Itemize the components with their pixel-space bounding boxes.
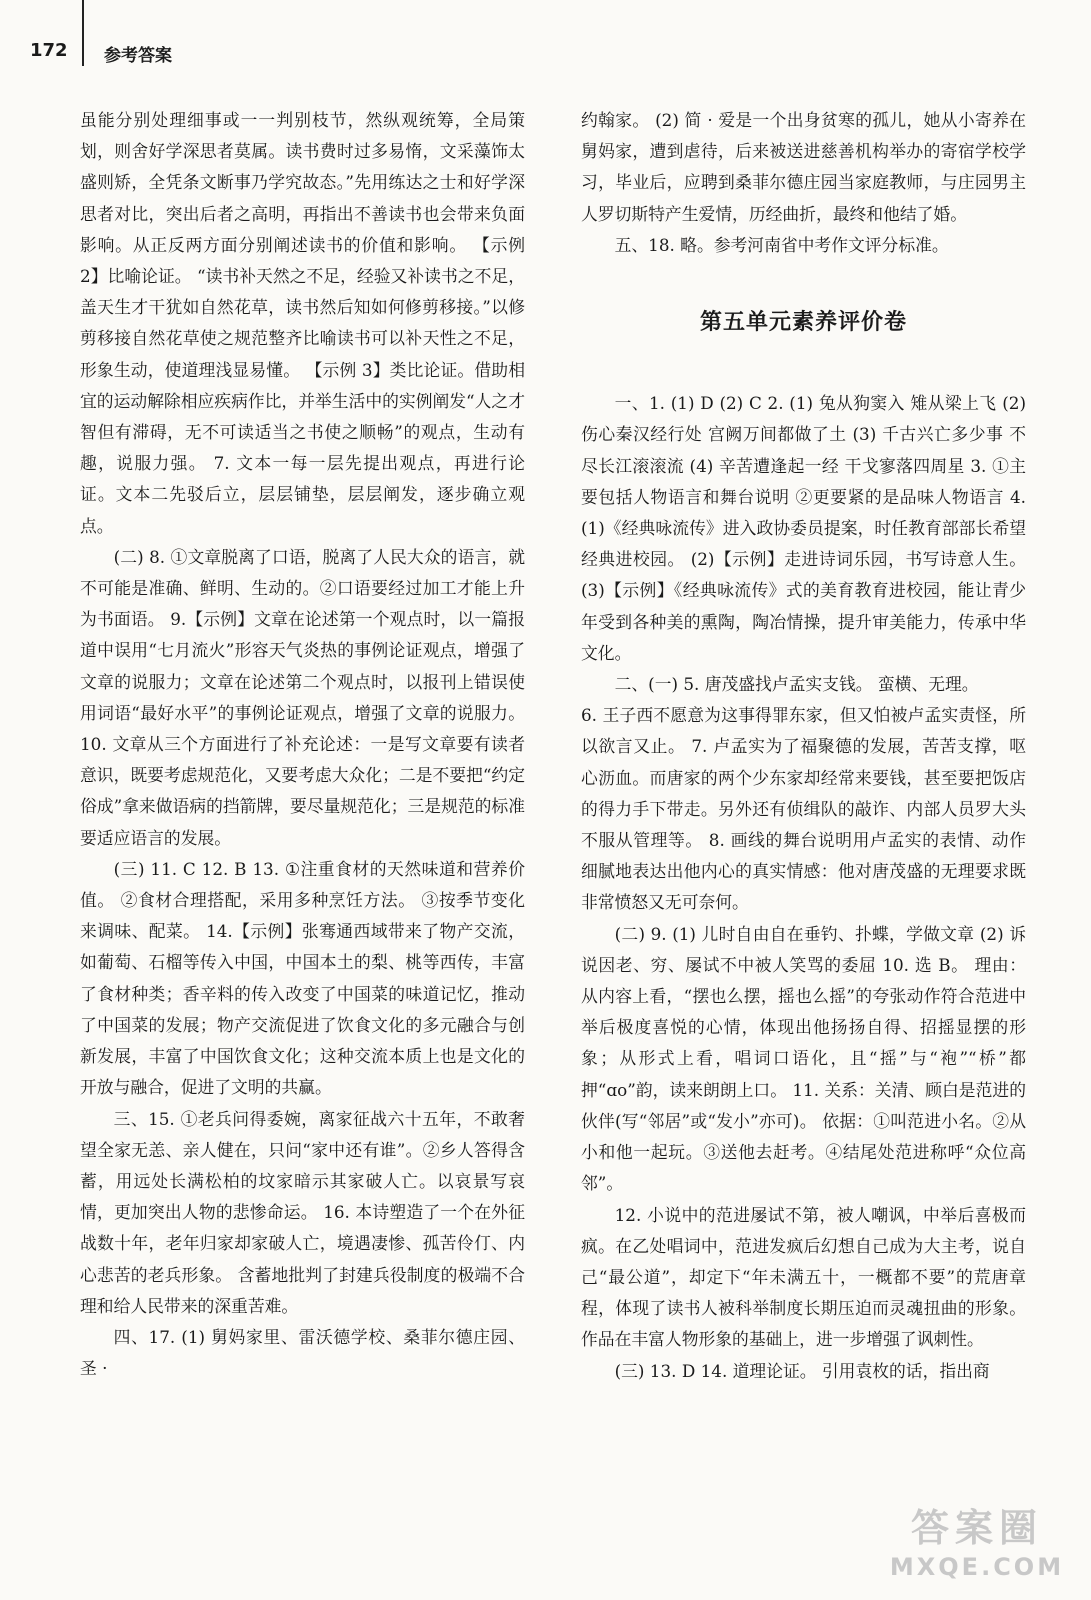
right-column-bottom: [581, 388, 1026, 1387]
answer-paragraph: (二) 9. (1) 儿时自由自在垂钓、扑蝶，学做文章 (2) 诉说因老、穷、屡试不中被人笑骂的委屈 10. 选 B。 理由：从内容上看，“摆也么摆，摇也么摇”的夸张动作符合范进中举后极度喜悦的心情，体现出他扬扬自得、招摇显摆的形象；从形式上看，唱词口语化，且“摇”与“袍”“桥”都押“ɑo”韵，读来朗朗上口。 11. 关系：关清、顾白是范进的伙伴(写“邻居”或“发小”亦可)。 依据：①叫范进小名。②从小和他一起玩。③送他去赶考。④结尾处范进称呼“众位高邻”。: [581, 923, 1026, 1194]
page-number: 172: [30, 40, 68, 61]
running-title: 参考答案: [104, 46, 172, 66]
answer-paragraph: (二) 8. ①文章脱离了口语，脱离了人民大众的语言，就不可能是准确、鲜明、生动的。②口语要经过加工才能上升为书面语。 9.【示例】文章在论述第一个观点时，以一篇报道中误用“七月流火”形容天气炎热的事例论证观点，增强了文章的说服力；文章在论述第二个观点时，以报刊上错误使用词语“最好水平”的事例论证观点，增强了文章的说服力。 10. 文章从三个方面进行了补充论述：一是写文章要有读者意识，既要考虑规范化，又要考虑大众化；二是不要把“约定俗成”拿来做语病的挡箭牌，要尽量规范化；三是规范的标准要适应语言的发展。: [80, 546, 525, 848]
answer-paragraph: 6. 王子西不愿意为这事得罪东家，但又怕被卢孟实责怪，所以欲言又止。 7. 卢孟实为了福聚德的发展，苦苦支撑，呕心沥血。而唐家的两个少东家却经常来要钱，甚至要把饭店的得力手下带走。另外还有侦缉队的敲诈、内部人员罗大头不服从管理等。 8. 画线的舞台说明用卢孟实的表情、动作细腻地表达出他内心的真实情感：他对唐茂盛的无理要求既非常愤怒又无可奈何。: [581, 705, 1026, 913]
right-column-top: [581, 105, 1026, 261]
page-header: [0, 0, 1091, 80]
watermark-url: MXQE.COM: [889, 1553, 1065, 1581]
watermark-logo-text: 答案圈: [910, 1506, 1043, 1550]
header-divider: [82, 0, 84, 66]
right-column: [581, 105, 1026, 1387]
answer-paragraph: 二、(一) 5. 唐茂盛找卢孟实支钱。 蛮横、无理。: [614, 674, 979, 695]
left-column: [80, 105, 525, 1384]
answer-paragraph: 12. 小说中的范进屡试不第，被人嘲讽，中举后喜极而疯。在乙处唱词中，范进发疯后幻想自己成为大主考，说自己“最公道”，却定下“年未满五十，一概都不要”的荒唐章程，体现了读书人被科举制度长期压迫而灵魂扭曲的形象。作品在丰富人物形象的基础上，进一步增强了讽刺性。: [581, 1204, 1026, 1350]
section-title: 第五单元素养评价卷: [699, 310, 907, 336]
watermark-logo: [877, 1504, 1077, 1594]
answer-paragraph: 虽能分别处理细事或一一判别枝节，然纵观统筹，全局策划，则舍好学深思者莫属。读书费时过多易惰，文采藻饰太盛则矫，全凭条文断事乃学究故态。”先用练达之士和好学深思者对比，突出后者之高明，再指出不善读书也会带来负面影响。从正反两方面分别阐述读书的价值和影响。 【示例 2】比喻论证。 “读书补天然之不足，经验又补读书之不足，盖天生才干犹如自然花草，读书然后知如何修剪移接。”以修剪移接自然花草使之规范整齐比喻读书可以补天性之不足，形象生动，使道理浅显易懂。 【示例 3】类比论证。借助相宜的运动解除相应疾病作比，并举生活中的实例阐发“人之才智但有滞碍，无不可读适当之书使之顺畅”的观点，生动有趣，说服力强。 7. 文本一每一层先提出观点，再进行论证。文本二先驳后立，层层铺垫，层层阐发，逐步确立观点。: [80, 110, 525, 536]
answer-paragraph: (三) 11. C 12. B 13. ①注重食材的天然味道和营养价值。 ②食材合理搭配，采用多种烹饪方法。 ③按季节变化来调味、配菜。 14.【示例】张骞通西域带来了物产交流，如葡萄、石榴等传入中国，中国本土的梨、桃等西传，丰富了食材种类；香辛料的传入改变了中国菜的味道记忆，推动了中国菜的发展；物产交流促进了饮食文化的多元融合与创新发展，丰富了中国饮食文化；这种交流本质上也是文化的开放与融合，促进了文明的共赢。: [80, 858, 525, 1098]
answer-paragraph: 三、15. ①老兵问得委婉，离家征战六十五年，不敢奢望全家无恙、亲人健在，只问“家中还有谁”。②乡人答得含蓄，用远处长满松柏的坟家暗示其家破人亡。以哀景写哀情，更加突出人物的悲惨命运。 16. 本诗塑造了一个在外征战数十年，老年归家却家破人亡，境遇凄惨、孤苦伶仃、内心悲苦的老兵形象。 含蓄地批判了封建兵役制度的极端不合理和给人民带来的深重苦难。: [80, 1108, 525, 1316]
answer-paragraph: 一、1. (1) D (2) C 2. (1) 兔从狗窦入 雉从梁上飞 (2) 伤心秦汉经行处 宫阙万间都做了土 (3) 千古兴亡多少事 不尽长江滚滚流 (4) 辛苦遭逢起一经 干戈寥落四周星 3. ①主要包括人物语言和舞台说明 ②更要紧的是品味人物语言 4. (1)《经典咏流传》进入政协委员提案，时任教育部部长希望经典进校园。 (2)【示例】走进诗词乐园，书写诗意人生。 (3)【示例】《经典咏流传》式的美育教育进校园，能让青少年受到各种美的熏陶，陶冶情操，提升审美能力，传承中华文化。: [581, 393, 1026, 663]
answer-paragraph: (三) 13. D 14. 道理论证。 引用袁枚的话，指出商: [614, 1360, 990, 1381]
answer-paragraph: 五、18. 略。参考河南省中考作文评分标准。: [614, 234, 949, 255]
answer-paragraph: 约翰家。 (2) 简 · 爱是一个出身贫寒的孤儿，她从小寄养在舅妈家，遭到虐待，后来被送进慈善机构举办的寄宿学校学习，毕业后，应聘到桑菲尔德庄园当家庭教师，与庄园男主人罗切斯特产生爱情，历经曲折，最终和他结了婚。: [581, 110, 1026, 224]
answer-paragraph: 四、17. (1) 舅妈家里、雷沃德学校、桑菲尔德庄园、圣 ·: [80, 1326, 525, 1379]
